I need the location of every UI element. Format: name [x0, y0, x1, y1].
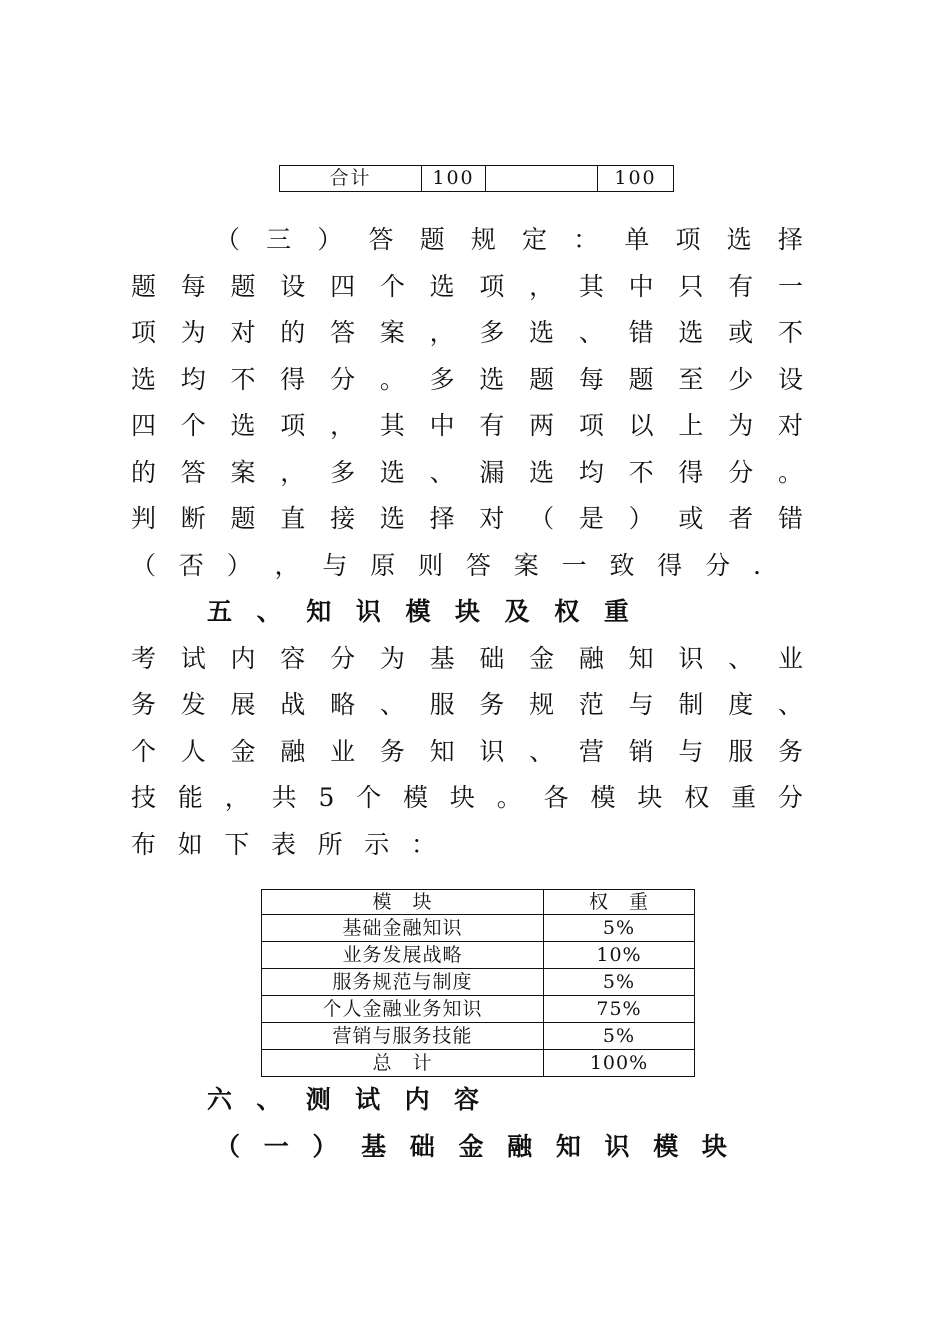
section-6-heading: 六 、 测 试 内 容: [207, 1085, 479, 1114]
rules-line: 的 答 案 ， 多 选 、 漏 选 均 不 得 分 。: [131, 458, 803, 487]
section-5-line: 考 试 内 容 分 为 基 础 金 融 知 识 、 业: [131, 644, 803, 673]
rules-line: 题 每 题 设 四 个 选 项 ， 其 中 只 有 一: [131, 272, 803, 301]
module-weight: 5%: [544, 1023, 695, 1050]
module-weight: 5%: [544, 915, 695, 942]
summary-value-1: 100: [422, 166, 486, 192]
section-5-line: 技 能 ， 共 5 个 模 块 。 各 模 块 权 重 分: [131, 783, 803, 812]
module-weight: 75%: [544, 996, 695, 1023]
module-name: 业务发展战略: [262, 942, 544, 969]
total-weight: 100%: [544, 1050, 695, 1077]
rules-line: 选 均 不 得 分 。 多 选 题 每 题 至 少 设: [131, 365, 803, 394]
table-row: [262, 942, 695, 969]
rules-line: 判 断 题 直 接 选 择 对 （ 是 ） 或 者 错: [131, 504, 803, 533]
subsection-heading: （ 一 ） 基 础 金 融 知 识 模 块: [215, 1132, 727, 1161]
module-weight: 5%: [544, 969, 695, 996]
summary-blank: [486, 166, 598, 192]
header-module: 模 块: [262, 890, 544, 915]
summary-row: [280, 166, 674, 192]
summary-value-2: 100: [598, 166, 674, 192]
summary-table: [279, 165, 674, 192]
summary-label: 合计: [280, 166, 422, 192]
rules-line: 项 为 对 的 答 案 ， 多 选 、 错 选 或 不: [131, 318, 803, 347]
section-5-heading: 五 、 知 识 模 块 及 权 重: [207, 597, 629, 626]
module-name: 营销与服务技能: [262, 1023, 544, 1050]
module-weight: 10%: [544, 942, 695, 969]
rules-line: （ 否 ） ， 与 原 则 答 案 一 致 得 分 .: [131, 551, 761, 580]
table-row: [262, 1023, 695, 1050]
module-name: 基础金融知识: [262, 915, 544, 942]
rules-line: （ 三 ） 答 题 规 定 ： 单 项 选 择: [215, 225, 803, 254]
weight-table: [261, 889, 695, 1077]
table-row-total: [262, 1050, 695, 1077]
section-5-line: 务 发 展 战 略 、 服 务 规 范 与 制 度 、: [131, 690, 803, 719]
module-name: 个人金融业务知识: [262, 996, 544, 1023]
table-row: [262, 996, 695, 1023]
header-weight: 权 重: [544, 890, 695, 915]
table-row: [262, 915, 695, 942]
total-label: 总 计: [262, 1050, 544, 1077]
weight-table-header: [262, 890, 695, 915]
table-row: [262, 969, 695, 996]
rules-line: 四 个 选 项 ， 其 中 有 两 项 以 上 为 对: [131, 411, 803, 440]
module-name: 服务规范与制度: [262, 969, 544, 996]
section-5-line: 布 如 下 表 所 示 ：: [131, 830, 436, 859]
section-5-line: 个 人 金 融 业 务 知 识 、 营 销 与 服 务: [131, 737, 803, 766]
